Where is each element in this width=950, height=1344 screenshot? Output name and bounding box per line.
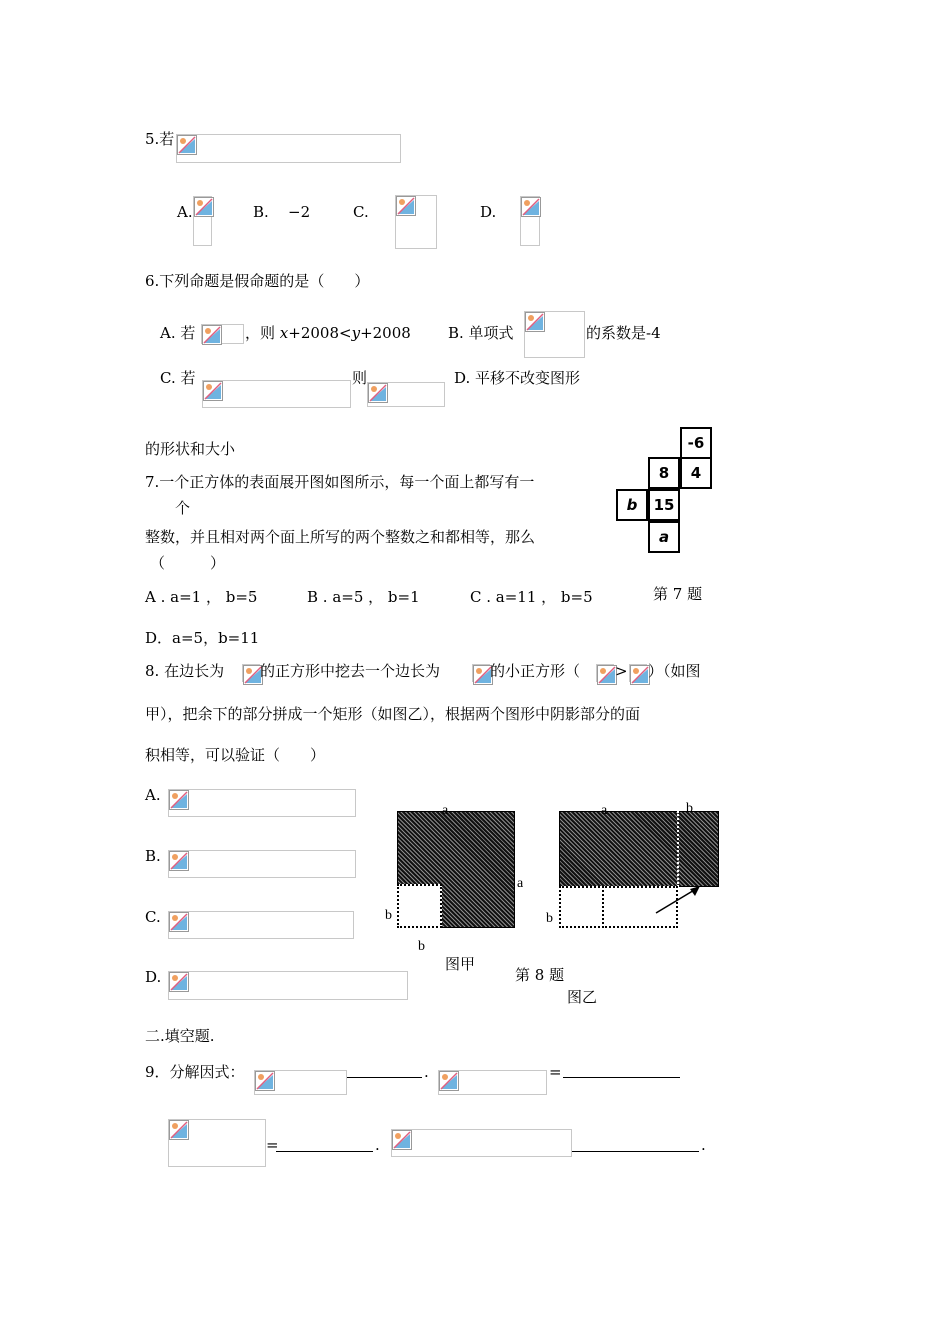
q6-option-c-image-1 [202, 380, 351, 408]
figure-yi-shaded-rectangle [559, 811, 719, 887]
q9-expr-4-image [391, 1129, 572, 1157]
q9-separator-1: . [424, 1063, 429, 1081]
q8-option-c-image [168, 911, 354, 939]
net-face-a: a [648, 521, 680, 553]
figure-jia-label-right: a [517, 876, 524, 891]
q7-option-d: D．a=5，b=11 [145, 629, 260, 647]
q8-option-a-image [168, 789, 356, 817]
figure-yi-move-arrow-icon [650, 880, 710, 920]
q8-option-a-label: A. [145, 786, 161, 804]
figure-jia-label-top: a [442, 803, 449, 818]
q5-option-d-image [520, 196, 540, 246]
q9-answer-blank-1[interactable] [347, 1077, 422, 1078]
q5-option-b-label: B. [253, 203, 269, 221]
q8-option-d-image [168, 971, 408, 1000]
q5-option-d-label: D. [480, 203, 497, 221]
q5-option-c-image [395, 195, 437, 249]
q6-option-d-continuation: 的形状和大小 [145, 440, 236, 458]
q8-line-3: 积相等，可以验证（ ） [145, 746, 326, 764]
q8-figure-caption: 第 8 题 [515, 966, 565, 984]
q8-greater-than: > [615, 662, 628, 680]
q8-line-1c: 的小正方形（ [490, 662, 581, 680]
q8-compare-b-image [629, 664, 647, 682]
q6-option-c-image-2 [367, 382, 445, 407]
q9-separator-2: . [375, 1136, 380, 1154]
net-face-4: 4 [680, 457, 712, 489]
q8-option-b-image [168, 850, 356, 878]
figure-yi-caption: 图乙 [567, 988, 598, 1006]
q7-line-1: 7.一个正方体的表面展开图如图所示，每一个面上都写有一 [145, 473, 535, 491]
figure-yi-label-a: a [601, 803, 608, 818]
q6-option-a-suffix: ，则 x+2008<y+2008 [245, 324, 411, 342]
q5-option-a-label: A. [177, 203, 193, 221]
figure-yi-lower-left-box [559, 886, 604, 928]
q8-option-c-label: C. [145, 908, 161, 926]
q6-stem: 6.下列命题是假命题的是（ ） [145, 272, 370, 290]
figure-yi-label-left: b [546, 911, 553, 926]
q9-answer-blank-2[interactable] [563, 1077, 680, 1078]
q6-option-b-image [524, 311, 585, 358]
q6-option-a-image [201, 324, 244, 344]
q8-line-1a: 8. 在边长为 [145, 662, 225, 680]
q6-option-b-prefix: B. 单项式 [448, 324, 514, 342]
q9-expr-1-image [254, 1070, 347, 1095]
q7-line-1-wrap: 个 [175, 499, 191, 517]
q7-line-3: （ ） [150, 554, 226, 572]
q9-answer-blank-4[interactable] [572, 1151, 699, 1152]
q9-expr-2-image [438, 1070, 547, 1095]
q9-answer-blank-3[interactable] [276, 1151, 373, 1152]
q6-option-b-suffix: 的系数是-4 [586, 324, 661, 342]
q6-option-d: D. 平移不改变图形 [454, 369, 581, 387]
q6-option-c-middle: 则 [352, 369, 368, 387]
q9-separator-3: . [701, 1136, 706, 1154]
q7-option-b: B . a=5 ， b=1 [307, 588, 420, 606]
q8-line-1d: ）（如图 [648, 662, 701, 680]
q6-option-a-prefix: A. 若 [160, 324, 196, 342]
figure-yi-label-b: b [686, 801, 693, 816]
section-2-title: 二.填空题. [145, 1027, 215, 1045]
q5-formula-image [176, 134, 401, 163]
net-face-neg6: -6 [680, 427, 712, 459]
q7-line-2: 整数，并且相对两个面上所写的两个整数之和都相等，那么 [145, 528, 536, 546]
figure-yi-cut-line [677, 811, 679, 887]
q9-equals-1: = [549, 1063, 562, 1081]
net-face-15: 15 [648, 489, 680, 521]
q5-option-c-label: C. [353, 203, 369, 221]
q9-equals-2: = [266, 1136, 279, 1154]
q8-option-b-label: B. [145, 847, 161, 865]
q7-option-c: C . a=11 ， b=5 [470, 588, 593, 606]
net-face-b: b [616, 489, 648, 521]
figure-jia-label-bottom: b [418, 939, 425, 954]
q7-option-a: A . a=1 ， b=5 [145, 588, 258, 606]
figure-jia-caption: 图甲 [445, 955, 476, 973]
q8-var-b-image [472, 664, 490, 682]
figure-jia-removed-square [397, 884, 442, 928]
q8-line-1b: 的正方形中挖去一个边长为 [260, 662, 441, 680]
q8-compare-a-image [596, 664, 614, 682]
figure-jia-label-left: b [385, 908, 392, 923]
q5-option-b-value: −2 [288, 203, 311, 221]
q7-figure-caption: 第 7 题 [653, 585, 703, 603]
q8-var-a-image [242, 664, 260, 682]
q5-option-a-image [193, 196, 212, 246]
q6-option-c-prefix: C. 若 [160, 369, 196, 387]
q9-expr-3-image [168, 1119, 266, 1167]
q8-option-d-label: D. [145, 968, 162, 986]
q8-line-2: 甲），把余下的部分拼成一个矩形（如图乙），根据两个图形中阴影部分的面 [145, 705, 641, 723]
net-face-8: 8 [648, 457, 680, 489]
q5-number: 5.若 [145, 130, 175, 148]
cube-net-figure [612, 425, 722, 560]
q9-lead: 9．分解因式： [145, 1063, 245, 1081]
